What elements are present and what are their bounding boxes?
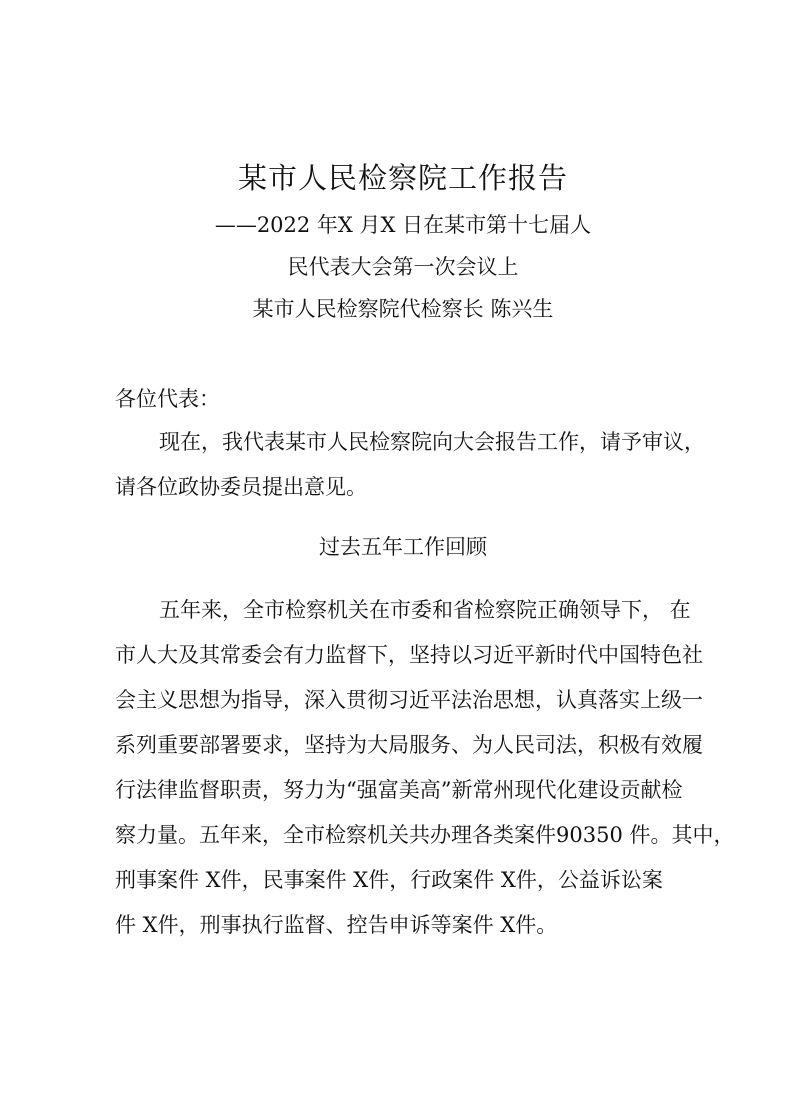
body-paragraph — [115, 588, 735, 948]
body-line: 市人大及其常委会有力监督下，坚持以习近平新时代中国特色社 — [115, 643, 703, 667]
subtitle-line-meeting: 民代表大会第一次会议上 — [287, 255, 519, 279]
salutation: 各位代表： — [115, 387, 220, 411]
body-line: 察力量。五年来，全市检察机关共办理各类案件90350 件。其中， — [115, 823, 735, 847]
intro-line: 现在，我代表某市人民检察院向大会报告工作，请予审议， — [159, 430, 705, 454]
body-line: 件 X件，刑事执行监督、控告申诉等案件 X件。 — [115, 913, 558, 937]
subtitle-line-date: ——2022 年X 月X 日在某市第十七届人 — [214, 213, 592, 237]
body-line: 刑事案件 X件，民事案件 X件，行政案件 X件，公益诉讼案 — [115, 868, 663, 892]
section-heading: 过去五年工作回顾 — [319, 535, 487, 559]
body-line: 五年来，全市检察机关在市委和省检察院正确领导下， 在 — [159, 598, 691, 622]
body-line: 行法律监督职责，努力为“强富美高”新常州现代化建设贡献检 — [115, 778, 683, 802]
report-title: 某市人民检察院工作报告 — [237, 161, 568, 195]
body-line: 会主义思想为指导，深入贯彻习近平法治思想，认真落实上级一 — [115, 688, 703, 712]
body-line: 系列重要部署要求，坚持为大局服务、为人民司法，积极有效履 — [115, 733, 703, 757]
intro-paragraph — [115, 420, 705, 510]
intro-line: 请各位政协委员提出意见。 — [115, 475, 367, 499]
subtitle-line-author: 某市人民检察院代检察长 陈兴生 — [252, 297, 554, 321]
